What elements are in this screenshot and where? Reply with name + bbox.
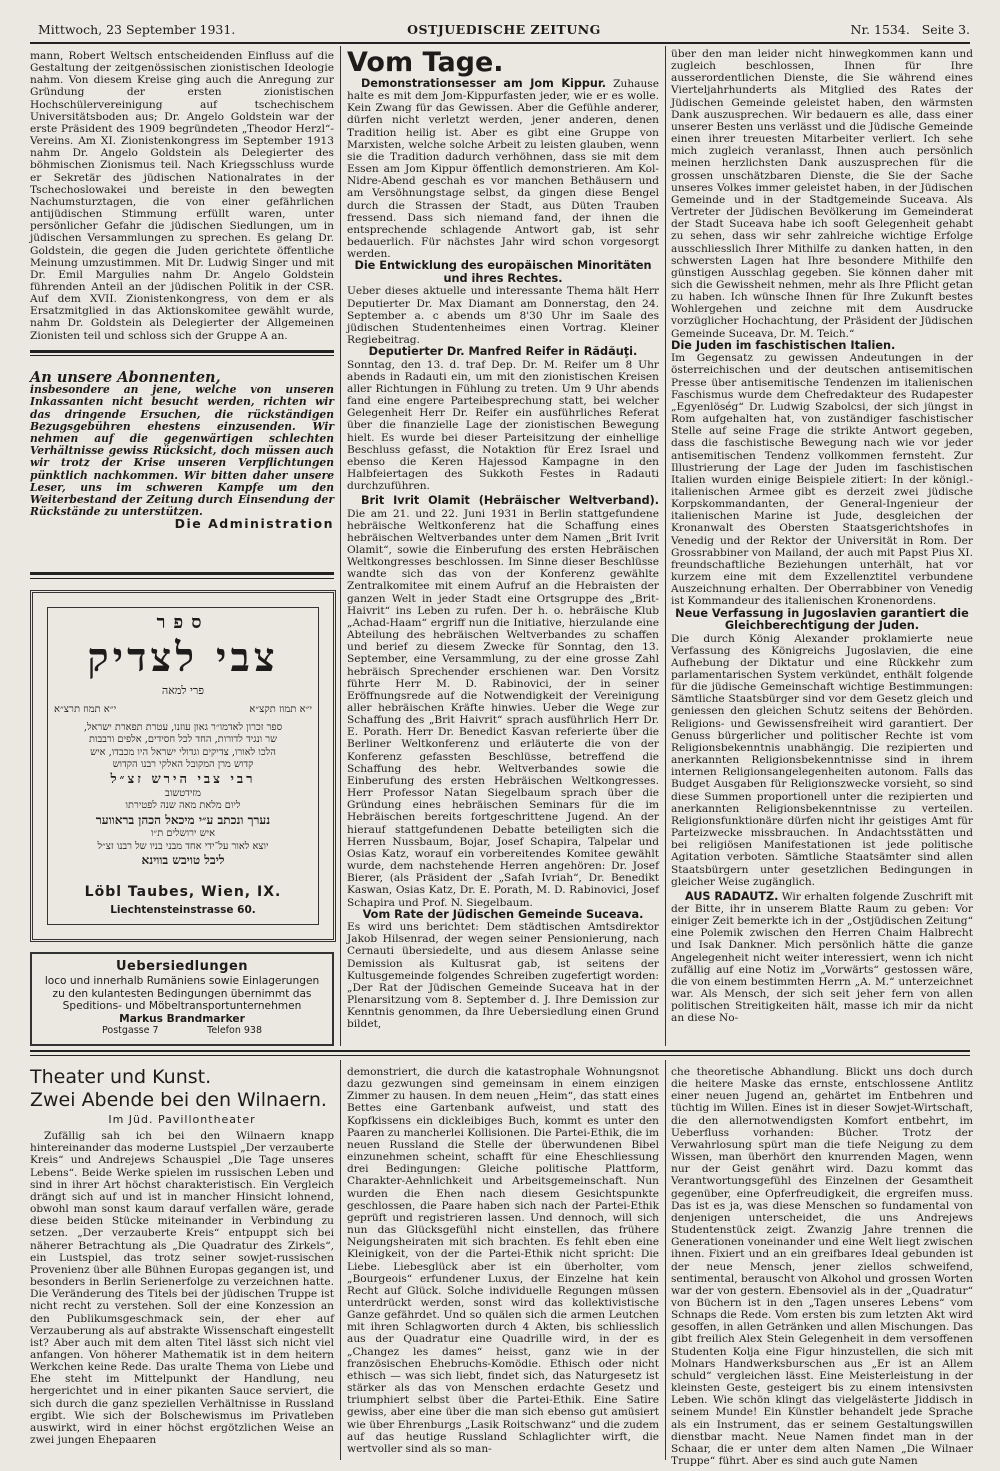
news-item-text: Es wird uns berichtet: Dem städtischen Amtsdirektor Jakob Hilsenrad, der wegen seiner Pensionierung, nach Cernauti übersiedelte, und aus diesem Anlasse seine Demission als Kultusrat gab, ist seitens der Kultusgemeinde folgendes Schreiben zugefertigt worden: „Der Rat der Jüdischen Gemeinde Suceava hat in der Plenarsitzung vom 8. September d. J. Ihre Demission zur Kenntnis genommen, da Ihre Uebersiedlung einen Grund bildet, xyxy=(347,921,659,1031)
news-item-title: Die Juden im faschistischen Italien. xyxy=(671,338,896,352)
book-ad-title: צבי לצדיק xyxy=(87,634,279,681)
moving-ad-street: Postgasse 7 xyxy=(102,1025,159,1037)
theater-article-subtitle: Im Jüd. Pavillontheater xyxy=(108,1113,256,1126)
moving-ad-phone: Telefon 938 xyxy=(207,1025,262,1037)
book-ad-subtitle: פרי למאה xyxy=(161,684,205,697)
book-ad-dates xyxy=(54,704,312,718)
book-ad-line: ספר זכרון לאדמו״ר גאון עוזנו, עטרת תפארת ישראל, xyxy=(83,722,283,733)
column-divider-2 xyxy=(665,46,666,1046)
news-item xyxy=(671,891,973,1025)
news-item-text: Zuhause halte es mit dem Jom-Kippurfasten jeder, wie er es wolle. Kein Zwang für das Gewissen. Aber die Gefühle anderer, dürfen nicht verletzt werden, jener anderen, denen Tradition heilig ist. Aber es gibt eine Gruppe von Marxisten, welche solche Arbeit zu leisten glauben, wenn sie die Tradition dadurch verhöhnen, dass sie mit dem Essen am Jom Kippur öffentlich demonstrieren. Am Kol-Nidre-Abend geschah es vor manchen Bethäusern und am Versöhnungstage selbst, da gingen diese Bengel durch die Strassen der Stadt, aus Düten Trauben fressend. Dass sich niemand fand, der ihnen die entsprechende schlagende Antwort gab, ist sehr bedauerlich. Für nächstes Jahr wird schon vorgesorgt werden. xyxy=(347,78,659,261)
issue-date: Mittwoch, 23 September 1931. xyxy=(38,22,236,37)
book-ad-line: נערך ונכתב ע״י מיכאל הכהן בראווער xyxy=(95,813,271,828)
book-ad-line: מזידטשוב xyxy=(165,787,201,799)
moving-company-ad xyxy=(30,952,334,1046)
col1-article xyxy=(30,50,334,346)
newspaper-title: OSTJUEDISCHE ZEITUNG xyxy=(407,22,601,37)
book-ad-line: שר ונגיד לדורות, החד לכל חסידים, אלפים ורבבות xyxy=(88,734,278,746)
notice-body: insbesondere an jene, welche von unseren Inkassanten nicht besucht werden, richten wir das dringende Ersuchen, die rückständigen Bezugsgebühren ehestens einzusenden. Wir nehmen auf die gegenwärtigen schlechten Verhältnisse gewiss Rücksicht, doch müssen auch wir trotz der Krise unseren Verpflichtungen pünktlich nachkommen. Wir bitten daher unsere Leser, uns im schweren Kampfe um den Weiterbestand der Zeitung durch Einsendung der Rückstände zu unterstützen. xyxy=(30,383,334,519)
book-ad-line: איש ירושלים ת״ו xyxy=(151,828,215,840)
notice-top-rule-thin xyxy=(30,355,334,356)
theater-col3 xyxy=(671,1066,973,1467)
subscriber-notice xyxy=(30,369,334,570)
book-ad-line: ליבל טויבש בווינא xyxy=(141,853,225,868)
moving-ad-line: loco und innerhalb Rumäniens sowie Einlagerungen xyxy=(44,975,320,987)
book-ad-date-left: י״א תמוז תרצ״א xyxy=(54,704,117,715)
book-ad-line: רבי צבי הירש זצ״ל xyxy=(110,771,256,787)
news-item xyxy=(347,495,659,908)
news-item-text: Ueber dieses aktuelle und interessante Thema hält Herr Deputierter Dr. Max Diamant am Donnerstag, den 24. September a. c abends um 8'30 Uhr im Saale des jüdischen Studentenheimes einen Vortrag. Kleiner Regiebeitrag. xyxy=(347,285,659,346)
theater-col1 xyxy=(30,1066,334,1458)
page-number: Seite 3. xyxy=(921,22,970,37)
news-item-text: Wir erhalten folgende Zuschrift mit der Bitte, ihr in unserem Blatte Raum zu geben: Vor einiger Zeit bemerkte ich in der „Ostjüdischen Zeitung“ eine Polemik zwischen den Herren Chaim Halbrecht und Isak Dankner. Mich persönlich hätte die ganze Angelegenheit nicht weiter interessiert, wenn ich nicht zufällig auf eine Notiz im „Vorwärts“ gestossen wäre, die von einem bestimmten Herrn „A. M.“ unterzeichnet war. Als Mensch, der sich seit jeher fern von allen politischen Streitigkeiten hält, masse ich mir da nicht an diese No- xyxy=(671,890,973,1025)
news-item-title: Brit Ivrit Olamit (Hebräischer Weltverband). xyxy=(361,494,659,508)
news-item-text: Im Gegensatz zu gewissen Andeutungen in der österreichischen und der deutschen antisemitischen Presse über antisemitische Tendenzen im italienischen Faschismus wurde dem Chefredakteur des Rudapester „Egyenlöség“ Dr. Ludwig Szabolcsi, der sich jüngst in Rom aufgehalten hat, von zuständiger faschistischer Stelle auf seine Frage die strikte Antwort gegeben, dass die faschistische Bewegung nach wie vor jeder antisemitischen Tendenz vollkommen fernsteht. Zur Illustrierung der Lage der Juden im faschistischen Italien wurden einige Beispiele zitiert: In der königl.-italienischen Armee gibt es derzeit zwei jüdische Korpskommandanten, der General-Ingenieur der italienischen Marine ist Jude, desgleichen der Kronanwalt des Obersten Staatsgerichtshofes in Venedig und der Rektor der Universität in Rom. Der Grossrabbiner von Mailand, der auch mit Papst Pius XI. freundschaftliche Beziehungen unterhält, hat vor kurzem eine mit dem Exzellenztitel verbundene Auszeichnung erhalten. Der Oberrabbiner von Venedig ist Kommandeur des italienischen Kronenordens. xyxy=(671,352,973,608)
theater-section-rule xyxy=(30,1050,970,1052)
news-item-text: Die am 21. und 22. Juni 1931 in Berlin stattgefundene hebräische Weltkonferenz hat die Schaffung eines hebräischen Weltverbandes unter dem Namen „Brit Ivrit Olamit“, sowie die Einberufung des ersten Hebräischen Weltkongresses beschlossen. Im Sinne dieser Beschlüsse wandte sich das von der Konferenz gewählte Zentralkomitee mit einem Aufruf an die Hebraisten der ganzen Welt in jeder Stadt eine Ortsgruppe des „Brit-Haivrit“ ins Leben zu rufen. Der h. o. hebräische Klub „Achad-Haam“ ergriff nun die Initiative, hierzulande eine Abteilung des hebräischen Weltverbandes zu schaffen und berief zu diesem Zwecke für Sonntag, den 13. September, eine Versammlung, zu der eine grosse Zahl hebräisch Sprechender erschienen war. Den Vorsitz führte Herr M. D. Rabinovici, der in seiner Eröffnungsrede auf die Notwendigkeit der Vereinigung aller hebräischen Kräfte hinwies. Ueber die Wege zur Schaffung des „Brit Haivrit“ sprach ausführlich Herr Dr. E. Porath. Herr Dr. Benedict Kasvan referierte über die Berliner Weltkonferenz und erläuterte die von der Konferenz gefassten Beschlüsse, betreffend die Schaffung des hebr. Weltverbandes sowie die Einberufung des ersten Hebräischen Weltkongresses. Herr Professor Natan Siegelbaum sprach über die Gründung eines hebräischen Seminars für die im Hebräischen bereits fortgeschrittene Jugend. An der hierauf stattgefundenen Debatte beteiligten sich die Herren Nussbaum, Bojar, Josef Schapira, Talpelar und Osias Katz, worauf ein vorbereitendes Komitee gewählt wurde, dem nachstehende Herren angehören: Dr. Josef Bierer, (als Präsident der „Safah Ivriah“, Dr. Benedikt Kaswan, Osias Katz, Dr. E. Porath, M. D. Rabinovici, Josef Schapira und Prof. N. Siegelbaum. xyxy=(347,507,659,909)
news-item-text: Sonntag, den 13. d. traf Dep. Dr. M. Reifer um 8 Uhr abends in Radauti ein, um mit den zionistischen Kreisen aller Richtungen in Fühlung zu treten. Um 9 Uhr abends fand eine engere Parteibesprechung statt, bei welcher Gelegenheit Herr Dr. Reifer ein ausführliches Referat über die finanzielle Lage der zionistischen Bewegung hielt. Es wurde bei dieser Parteisitzung der einhellige Beschluss gefasst, die Notaktion für Erez Israel und ebenso die Keren Hajessod Kampagne in den Halbfeiertagen des Sukkoth Festes in Radauti durchzuführen. xyxy=(347,358,659,493)
news-item-title: Demonstrationsesser am Jom Kippur. xyxy=(361,77,607,90)
issue-page xyxy=(851,22,970,37)
theater-article-title: Zwei Abende bei den Wilnaern. xyxy=(30,1089,327,1111)
notice-bottom-rule-thin xyxy=(30,578,334,579)
col3-news xyxy=(671,48,973,1046)
book-ad-sefer: ספר xyxy=(156,612,210,633)
notice-top-rule xyxy=(30,350,334,353)
goldstein-article-text: mann, Robert Weltsch entscheidenden Einfluss auf die Gestaltung der zeitgenössischen zionistischen Ideologie nahm. Von diesem Kreise ging auch die Anregung zur Gründung der ersten zionistischen Hochschülervereinigung auf tschechischem Universitätsboden aus; Dr. Angelo Goldstein war der erste Präsident des 1909 begründeten „Theodor Herzl“-Vereins. Am XI. Zionistenkongress im September 1913 nahm Dr. Angelo Goldstein als Delegierter des böhmischen Zionismus teil. Nach Kriegsschluss wurde er Sekretär des jüdischen Nationalrates in der Tschechoslowakei und bereiste in den bewegten Nachumsturztagen, die von einer gefährlichen antijüdischen Stimmung erfüllt waren, unter persönlicher Gefahr die jüdischen Siedlungen, um in jüdischen Versammlungen zu sprechen. Es gelang Dr. Goldstein, die gegen die Juden gerichtete öffentliche Meinung umzustimmen. Mit Dr. Ludwig Singer und mit Dr. Emil Margulies nahm Dr. Angelo Goldstein führenden Anteil an der jüdischen Politik in der CSR. Auf dem XVII. Zionistenkongress, von dem er als Ersatzmitglied in das Aktionskomitee gewählt wurde, nahm Dr. Goldstein als Delegierter der Allgemeinen Zionisten teil und schloss sich der Gruppe A an. xyxy=(30,50,334,342)
news-item xyxy=(347,78,659,260)
book-ad-line: ליום מלאת מאה שנה לפטירתו xyxy=(125,800,241,812)
header-rule xyxy=(30,42,970,44)
news-item-title: Vom Rate der Jüdischen Gemeinde Suceava. xyxy=(362,907,644,921)
theater-divider-1 xyxy=(340,1060,341,1460)
theater-divider-2 xyxy=(665,1060,666,1460)
news-item-title: AUS RADAUTZ. xyxy=(685,889,779,903)
theater-col2 xyxy=(347,1066,659,1458)
notice-signature: Die Administration xyxy=(174,516,334,532)
book-ad-line: קדוש מרן המקובל האלקי רבנו הקדוש xyxy=(112,759,254,771)
moving-ad-company: Markus Brandmarker xyxy=(119,1012,245,1025)
moving-ad-line: Speditions- und Möbeltransportunternehmen xyxy=(62,1000,302,1013)
news-item-text: Die durch König Alexander proklamierte neue Verfassung des Königreichs Jugoslavien, die eine Aufhebung der Diktatur und eine Rückkehr zum parlamentarischen System verkündet, enthält folgende für die jüdische Gemeinschaft wichtige Bestimmungen: Sämtliche Staatsbürger sind vor dem Gesetz gleich und geniessen den gleichen Schutz seitens der Behörden. Religions- und Gewissensfreiheit wird garantiert. Der Genuss bürgerlicher und politischer Rechte ist vom Religionsbekenntnis unabhängig. Die rezipierten und anerkannten Religionsbekenntnisse sind in ihrem internen Religionsangelegenheiten autonom. Falls das Budget Ausgaben für Religionszwecke vorsieht, so sind diese Summen proportionell unter die rezipierten und anerkannten Religionsbekenntnisse zu verteilen. Religionsfunktionäre dürfen nicht ihr geistiges Amt für Parteizwecke missbrauchen. In Andachtsstätten und bei religiösen Manifestationen ist jede politische Agitation verboten. Sämtliche Staatsämter sind allen Staatsbürgern unter gesetzlichen Bedingungen in gleicher Weise zugänglich. xyxy=(671,632,973,888)
book-ad-line: יוצא לאור על־ידי אחד מבני בניו של רבנו זצ״ל xyxy=(97,840,269,852)
book-ad-body xyxy=(52,722,314,868)
suceava-letter-continued: über den man leider nicht hinwegkommen kann und zugleich beschlossen, Ihnen für Ihre ausserordentlichen Dienste, die Sie während eines Vierteljahrhunderts als Mitglied des Rates der Jüdischen Gemeinde geleistet haben, den wärmsten Dank auszusprechen. Wir bedauern es alle, dass einer unserer Besten uns verlässt und die Jüdische Gemeinde einen ihrer treuesten Mitarbeiter verliert. Ich sehe mich zugleich veranlasst, Ihnen auch persönlich meinen herzlichsten Dank auszusprechen für die grossen unschätzbaren Dienste, die Sie der Sache unseres Volkes immer geleistet haben, in der Jüdischen Gemeinde und in der Stadtgemeinde Suceava. Als Vertreter der Jüdischen Bevölkerung im Gemeinderat der Stadt Suceava habe ich sooft Gelegenheit gehabt zu sehen, dass wir sehr zahlreiche wichtige Erfolge ausschliesslich Ihrer Mithilfe zu danken hatten, in den schwersten Lagen hat Ihre besondere Mithilfe den günstigen Ausschlag gegeben. Sie können daher mit sich die Gewissheit nehmen, mehr als Ihre Pflicht getan zu haben. Ich wünsche Ihnen für Ihre Zukunft bestes Wohlergehen und zeichne mit dem Ausdrucke vorzüglicher Hochachtung, der Präsident der Jüdischen Gemeinde Suceava, Dr. M. Teich.“ xyxy=(671,48,973,340)
book-ad-publisher: Löbl Taubes, Wien, IX. xyxy=(84,884,282,900)
moving-ad-line: zu den kulantesten Bedingungen übernimmt das xyxy=(52,987,312,1000)
moving-ad-title: Uebersiedlungen xyxy=(115,959,249,974)
theater-section-rule-thin xyxy=(30,1055,970,1056)
vom-tage-heading: Vom Tage. xyxy=(347,47,504,78)
book-ad-address: Liechtensteinstrasse 60. xyxy=(110,904,256,916)
theater-text: demonstriert, die durch die katastrophale Wohnungsnot dazu gezwungen sind gemeinsam in einem einzigen Zimmer zu hausen. In dem neuen „Heim“, das statt eines Bettes eine Gartenbank aufweist, und statt des Kopfkissens ein dickleibiges Buch, kommt es unter den Paaren zu mancherlei Kollisionen. Die Partei-Ethik, die im neuen Russland die Stelle der überwundenen Bibel einzunehmen scheint, schafft für eine Eheschliessung drei Bedingungen: Gleiche politische Plattform, Charakter-Aehnlichkeit und Arbeitsgemeinschaft. Nun wurden die Ehen nach diesem Gesichtspunkte geschlossen, die Paare haben sich nach der Partei-Ethik geprüft und registrieren lassen. Und dennoch, will sich nun das Glücksgefühl nicht einstellen, das frühere Neigungsheiraten mit sich brachten. Es fehlt eben eine Kleinigkeit, von der die Partei-Ethik nicht spricht: Die Liebe. Liebesglück aber ist ein überholter, vom „Bourgeois“ erfundener Luxus, der Einzelne hat kein Recht auf Glück. Solche individuelle Regungen müssen unterdrückt werden, sonst wird das kollektivistische Ganze gefährdet. Und so quälen sich die armen Leutchen mit ihren Schlagworten durch 4 Akten, bis schliesslich aus der Quadratur eine Quadrille wird, in der es „Changez les dames“ heisst, ganz wie in der französischen Ehebruchs-Komödie. Ethisch oder nicht ethisch — was sich liebt, findet sich, das Naturgesetz ist stärker als das von Menschen erdachte Gesetz und triumphiert selbst über die Partei-Ethik. Eine Satire gewiss, aber eine über die man sich ebenso gut amüsiert wie über Ehrenburgs „Lasik Roitschwanz“ und die zudem auf das heutige Russland Schlaglichter wirft, die wertvoller sind als so man- xyxy=(347,1066,659,1455)
book-ad-line: הלכו לאורו, צדיקים וגדולי ישראל היו מכבדו, איש xyxy=(90,746,276,758)
book-ad-frame xyxy=(47,607,319,925)
news-item-title: Die Entwicklung des europäischen Minoritäten und ihres Rechtes. xyxy=(354,259,652,285)
notice-bottom-rule xyxy=(30,572,334,575)
news-item-title: Neue Verfassung in Jugoslavien garantiert die Gleichberechtigung der Juden. xyxy=(675,606,969,633)
moving-ad-contact xyxy=(32,1025,332,1037)
notice-title: An unsere Abonnenten, xyxy=(30,369,221,386)
book-advertisement xyxy=(30,590,336,942)
book-ad-date-right: י״א תמוז תקצ״א xyxy=(249,704,312,715)
theater-text: che theoretische Abhandlung. Blickt uns doch durch die heitere Maske das ernste, entschlossene Antlitz einer neuen Jugend an, gehärtet im Entbehren und tüchtig im Willen. Eines ist in dieser Sowjet-Wirtschaft, die den allernotwendigsten Komfort entbehrt, im Ueberfluss vorhanden: Bücher. Trotz der Verwahrlosung spürt man die tiefe Neigung zu dem Wissen, man überhört den knurrenden Magen, wenn nur der Geist genährt wird. Dazu kommt das Verantwortungsgefühl des Einzelnen der Gesamtheit gegenüber, eine Opferfreudigkeit, die ergreifen muss. Das ist es ja, was diese Menschen so fundamental von denjenigen unterscheidet, die uns Andrejews Studentenstück zeigt. Zwanzig Jahre trennen die Generationen voneinander und eine Welt liegt zwischen ihnen. Fixiert und an ein greifbares Ideal gebunden ist der neue Mensch, jener ziellos schweifend, sentimental, berauscht von Alkohol und grossen Worten war der von gestern. Ebensoviel als in der „Quadratur“ von Büchern ist in den „Tagen unseres Lebens“ vom Schnaps die Rede. Vom ersten bis zum letzten Akt wird gesoffen, in allen Getränken und allen Mischungen. Das gibt freilich Alex Stein Gelegenheit in dem versoffenen Studenten Kolja eine Figur hinzustellen, die sich mit Molnars Handwerksburschen aus „Er ist an Allem schuld“ vergleichen lässt. Eine Meisterleistung in der kleinsten Geste, gesteigert bis zu einem intensivsten Leben. Wie schön klingt das vielgelästerte Jiddisch in seinem Munde! Ein Künstler behandelt jede Sprache als ein Instrument, das er seinem Gestaltungswillen dienstbar macht. Neue Namen findet man in der Schaar, die er unter dem alten Namen „Die Wilnaer Truppe“ führt. Aber es sind auch gute Namen xyxy=(671,1066,973,1467)
theater-text: Zufällig sah ich bei den Wilnaern knapp hintereinander das moderne Lustspiel „Der verzauberte Kreis“ und Andrejews Schauspiel „Die Tage unseres Lebens“. Beide Werke spielen im russischen Leben und sind in ihrer Art höchst charakteristisch. Ein Vergleich drängt sich auf und ist in mancher Hinsicht lohnend, obwohl man sonst kaum darauf verfallen wäre, gerade diese beiden Stücke miteinander in Verbindung zu setzen. „Der verzauberte Kreis“ entpuppt sich bei näherer Betrachtung als „Die Quadratur des Zirkels“, ein Lustspiel, das trotz seiner sowjet-russischen Provenienz über alle Bühnen Europas gegangen ist, und besonders in Berlin Serienerfolge zu verzeichnen hatte. Die Veränderung des Titels bei der jüdischen Truppe ist nicht recht zu verstehen. Soll der eine Konzession an den Publikumsgeschmack sein, der eher auf Verzauberung als auf abstrakte Wissenschaft eingestellt ist? Aber auch mit dem alten Titel lässt sich nicht viel anfangen. Von höherer Mathematik ist in dem heitern Werkchen keine Rede. Das uralte Thema von Liebe und Ehe steht im Mittelpunkt der Handlung, neu hergerichtet und in einer pikanten Sauce serviert, die sich durch die ganz speziellen Verhältnisse in Russland ergibt. Wie sich der Bolschewismus im Privatleben auswirkt, wird in einer höchst ergötzlichen Weise an zwei jungen Ehepaaren xyxy=(30,1130,334,1447)
col2-vom-tage xyxy=(347,48,659,1046)
issue-number: Nr. 1534. xyxy=(850,22,910,37)
column-divider-1 xyxy=(340,46,341,1046)
news-item-title: Deputierter Dr. Manfred Reifer in Rădăuţi. xyxy=(368,345,638,359)
page-header xyxy=(38,22,970,40)
theater-section-title: Theater und Kunst. xyxy=(30,1066,212,1088)
